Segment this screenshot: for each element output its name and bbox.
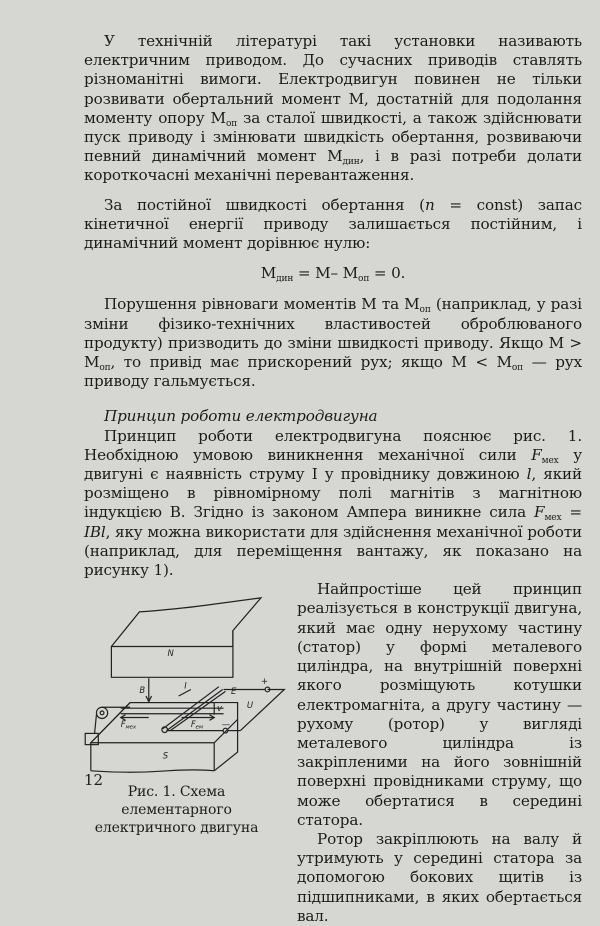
label-north: N xyxy=(167,648,174,659)
label-i: I xyxy=(184,680,187,691)
page-content xyxy=(84,32,583,925)
label-e: E xyxy=(231,686,237,697)
paragraph-electric-drive: У технічній літературі такі установки називають електричним приводом. До сучасних приводів ставлять різноманітні вимоги. Електродвигун повинен не тільки розвивати обертальний момент М, достатній для подолання моменту опору $М_{оп}$ за сталої швидкості, а також здійснювати пуск приводу і змінювати швидкість обертання, розвиваючи певний динамічний момент $М_{дин}$, і в разі потреби долати короткочасні механічні перевантаження. xyxy=(84,32,582,185)
label-f-em: $F_{ем}$ xyxy=(190,719,203,732)
paragraph-stator-rotor: Найпростіше цей принцип реалізується в конструкції двигуна, який має одну нерухому частину (статор) у формі металевого циліндра, на внутрішній поверхні якого розміщують котушки електромагніта, а другу частину — рухому (ротор) у вигляді металевого циліндра із закріпленими на його зовнішній поверхні провідниками струму, що може обертатися в середині статора. xyxy=(297,580,582,829)
section-heading: Принцип роботи електродвигуна xyxy=(104,407,378,426)
paragraph-motor-principle: Принцип роботи електродвигуна пояснює рис. 1. Необхідною умовою виникнення механічної сили $F_{мех}$ у двигуні є наявність струму І у провіднику довжиною l, який розміщено в рівномірному полі магнітів з магнітною індукцією В. Згідно із законом Ампера виникне сила $F_{мех}$ = IBl, яку можна використати для здійснення механічної роботи (наприклад, для переміщення вантажу, як показано на рисунку 1). xyxy=(84,426,582,580)
label-plus: + xyxy=(260,676,268,687)
label-minus: — xyxy=(221,719,230,730)
formula-dynamic-moment: $М_{дин} = М-$ $М_{оп} = 0$. xyxy=(260,264,406,285)
label-v: v xyxy=(217,703,222,714)
page-number: 12 xyxy=(84,771,104,789)
label-u: U xyxy=(246,700,253,711)
figure-section xyxy=(84,580,582,925)
paragraph-rotor-mount: Ротор закріплюють на валу й утримують у середині статора за допомогою бокових щитів із підшипниками, в яких обертається вал. xyxy=(297,829,582,925)
figure-caption: Рис. 1. Схема елементарного електричного двигуна xyxy=(94,784,259,837)
label-south: S xyxy=(162,750,169,761)
motor-diagram xyxy=(74,582,289,782)
paragraph-equilibrium: Порушення рівноваги моментів М та $М_{оп}$ (наприклад, у разі зміни фізико-технічних властивостей оброблюваного продукту) призводить до зміни швидкості приводу. Якщо $М > М_{оп}$, то привід має прискорений рух; якщо $М < М_{оп}$ — рух приводу гальмується. xyxy=(84,295,583,391)
label-b: B xyxy=(139,685,146,696)
right-column-text xyxy=(297,580,582,926)
paragraph-constant-speed: За постійної швидкості обертання (n = const) запас кінетичної енергії приводу залишається постійним, і динамічний момент дорівнює нулю: xyxy=(84,195,582,253)
label-f-mech: $F_{мех}$ xyxy=(120,719,137,732)
